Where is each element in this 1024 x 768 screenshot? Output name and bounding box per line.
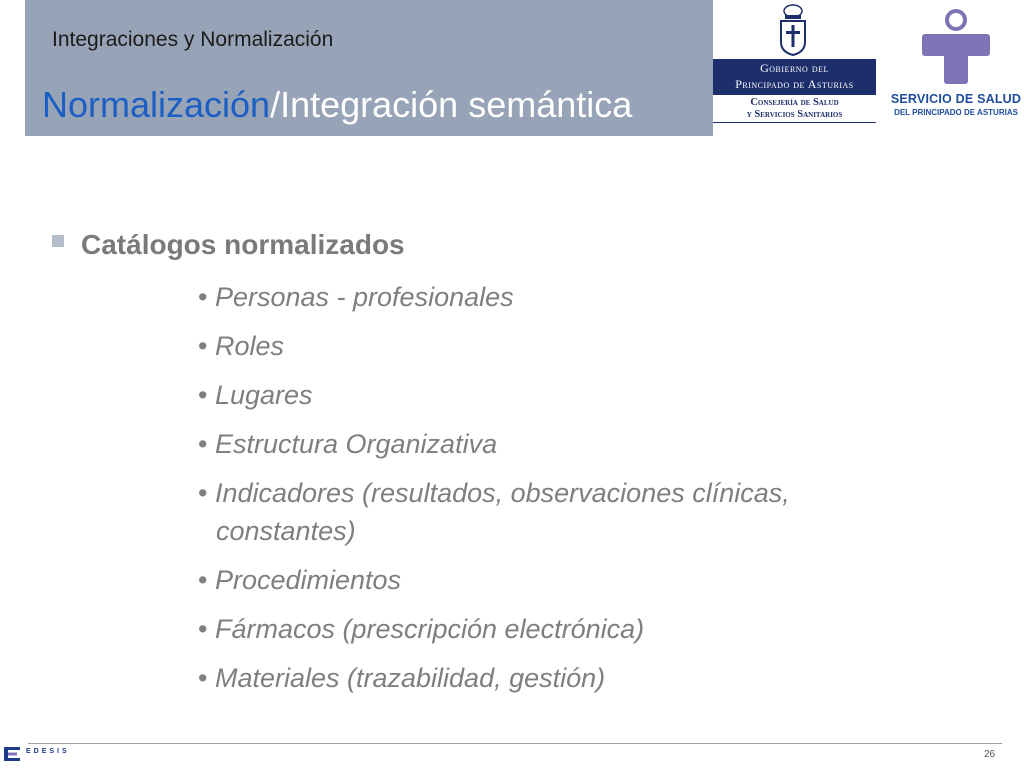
main-bullet-label: Catálogos normalizados	[81, 229, 405, 260]
footer-divider	[28, 743, 1002, 744]
edesis-text: EDESIS	[26, 748, 70, 755]
gobierno-underline	[713, 122, 876, 123]
slide-subtitle: Integraciones y Normalización	[52, 28, 334, 51]
page-number: 26	[984, 749, 996, 760]
edesis-logo	[0, 745, 90, 763]
slide-title-accent: Normalización	[42, 84, 271, 125]
list-item: • Roles	[198, 331, 284, 361]
sespa-name: SERVICIO DE SALUD	[890, 92, 1022, 106]
gobierno-line1: Gobierno del	[760, 61, 829, 75]
health-cross-icon	[920, 8, 992, 84]
list-item: • Estructura Organizativa	[198, 429, 498, 459]
list-item: • Materiales (trazabilidad, gestión)	[198, 663, 606, 693]
square-bullet-icon	[52, 235, 64, 247]
main-bullet	[52, 229, 405, 261]
list-item: • Fármacos (prescripción electrónica)	[198, 614, 645, 644]
sespa-subname: DEL PRINCIPADO DE ASTURIAS	[894, 108, 1018, 117]
sespa-logo	[888, 0, 1024, 124]
gobierno-line3: Consejería de Salud	[750, 97, 839, 108]
edesis-mark-icon	[2, 745, 26, 763]
slide-title-rest: /Integración semántica	[270, 84, 633, 125]
gobierno-line4: y Servicios Sanitarios	[746, 109, 843, 120]
slide-title	[42, 84, 632, 126]
gobierno-name-box	[713, 59, 876, 95]
coat-of-arms-icon	[775, 4, 811, 56]
list-item: • Personas - profesionales	[198, 282, 514, 312]
catalog-list	[198, 278, 848, 708]
list-item: • Procedimientos	[198, 565, 402, 595]
list-item: • Indicadores (resultados, observaciones clínicas, constantes)	[198, 478, 790, 546]
gobierno-asturias-logo	[713, 0, 876, 124]
list-item: • Lugares	[198, 380, 313, 410]
gobierno-line2: Principado de Asturias	[735, 77, 854, 91]
